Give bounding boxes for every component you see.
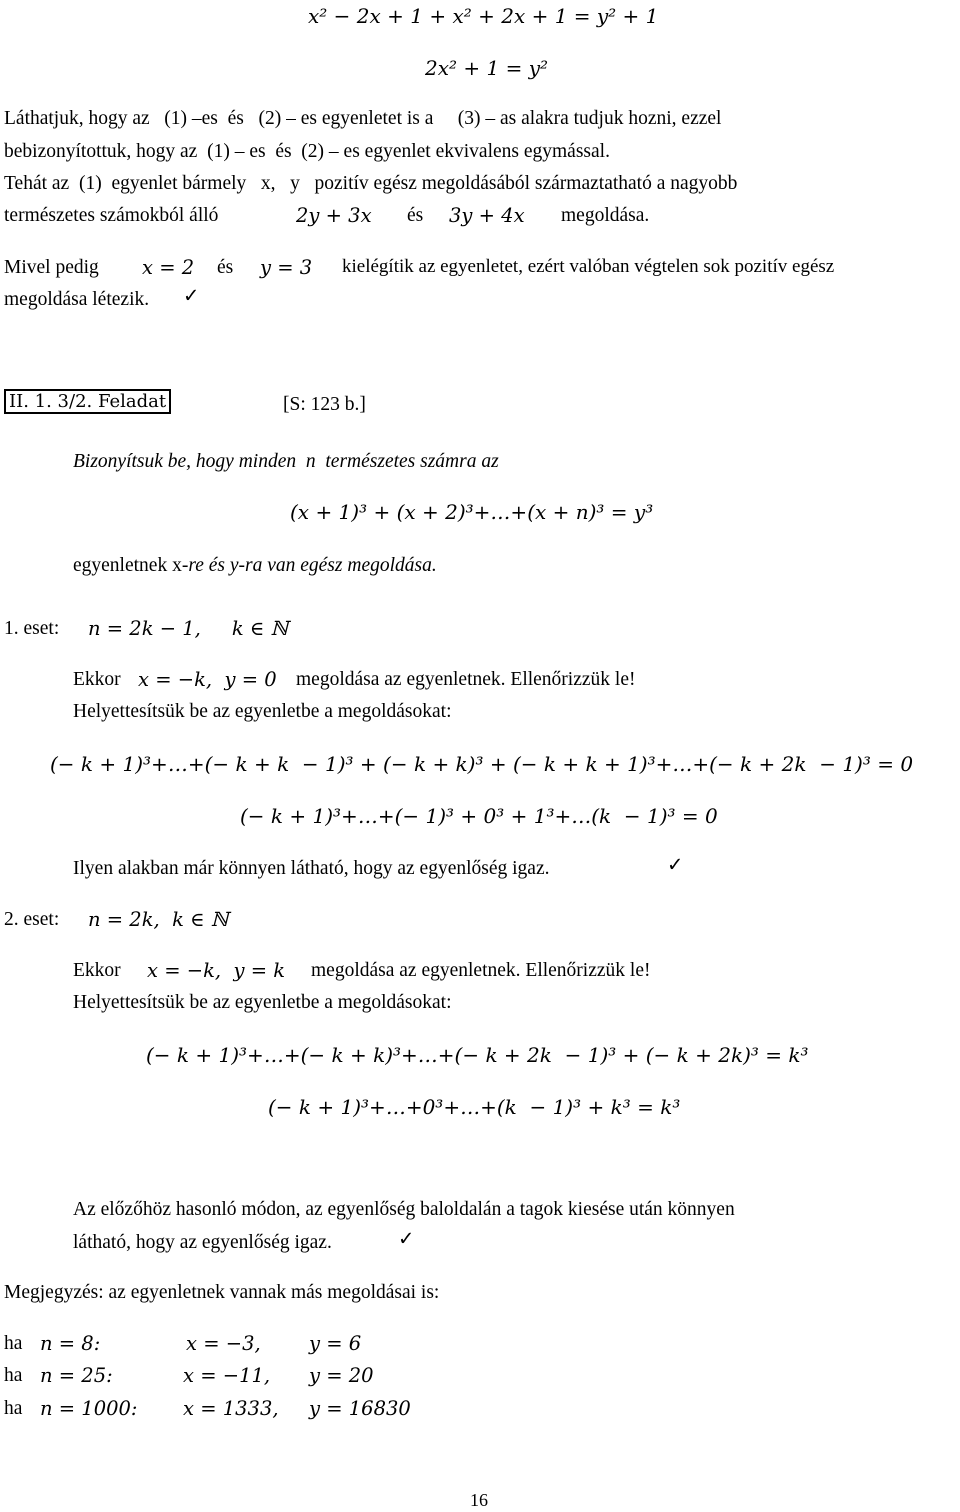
task-label-box: II. 1. 3/2. Feladat xyxy=(4,389,171,414)
paragraph-text: és xyxy=(217,257,234,278)
paragraph-line: Láthatjuk, hogy az (1) –es és (2) – es egyenletet is a (3) – as alakra tudjuk hozni, ezzel xyxy=(4,108,722,129)
check-mark-icon: ✓ xyxy=(183,284,200,307)
paragraph-line: Tehát az (1) egyenlet bármely x, y pozitív egész megoldásából származtatható a nagyobb xyxy=(4,173,738,194)
paragraph-text: megoldása az egyenletnek. Ellenőrizzük le! xyxy=(311,960,651,981)
task-reference: [S: 123 b.] xyxy=(283,394,366,415)
note-row-x: x = 1333, xyxy=(183,1397,279,1420)
math-expression: x = −k, y = 0 xyxy=(138,668,277,691)
note-row-n: n = 25: xyxy=(40,1364,113,1387)
note-row-y: y = 20 xyxy=(309,1364,374,1387)
math-expression: y = 3 xyxy=(260,256,313,279)
case-2-equation-2: (− k + 1)³+…+0³+…+(k − 1)³ + k³ = k³ xyxy=(268,1095,681,1119)
paragraph-line: bebizonyítottuk, hogy az (1) – es és (2) – es egyenlet ekvivalens egymással. xyxy=(4,141,610,162)
paragraph-text: megoldása létezik. xyxy=(4,289,150,310)
note-title: Megjegyzés: az egyenletnek vannak más megoldásai is: xyxy=(4,1282,440,1303)
case-2-conclusion-line: látható, hogy az egyenlőség igaz. xyxy=(73,1232,332,1253)
note-row-n: n = 1000: xyxy=(40,1397,138,1420)
check-mark-icon: ✓ xyxy=(667,853,684,876)
note-row-ha: ha xyxy=(4,1398,23,1419)
note-row-ha: ha xyxy=(4,1333,23,1354)
paragraph-text: kielégítik az egyenletet, ezért valóban végtelen sok pozitív egész xyxy=(342,256,835,277)
paragraph-text: Ekkor xyxy=(73,669,121,690)
math-expression: 3y + 4x xyxy=(449,204,525,227)
paragraph-text: megoldása az egyenletnek. Ellenőrizzük le! xyxy=(296,669,636,690)
case-2-conclusion-line: Az előzőhöz hasonló módon, az egyenlőség baloldalán a tagok kiesése után könnyen xyxy=(73,1199,735,1220)
note-row-y: y = 6 xyxy=(309,1332,362,1355)
note-row-n: n = 8: xyxy=(40,1332,101,1355)
task-tail-italic: -re és y-ra van egész megoldása. xyxy=(181,555,437,576)
case-1-condition: n = 2k − 1, k ∈ ℕ xyxy=(88,617,289,640)
paragraph-line: természetes számokból álló xyxy=(4,205,219,226)
math-expression: 2y + 3x xyxy=(296,204,372,227)
task-label xyxy=(4,391,171,413)
equation-top-2: 2x² + 1 = y² xyxy=(425,56,549,80)
note-row-x: x = −3, xyxy=(186,1332,261,1355)
check-mark-icon: ✓ xyxy=(398,1227,415,1250)
paragraph-line: Helyettesítsük be az egyenletbe a megoldásokat: xyxy=(73,701,452,722)
case-2-condition: n = 2k, k ∈ ℕ xyxy=(88,908,229,931)
paragraph-text: és xyxy=(407,205,424,226)
task-tail-normal: egyenletnek x xyxy=(73,555,182,576)
case-1-equation-1: (− k + 1)³+…+(− k + k − 1)³ + (− k + k)³ + (− k + k + 1)³+…+(− k + 2k − 1)³ = 0 xyxy=(50,752,914,776)
note-row-y: y = 16830 xyxy=(309,1397,411,1420)
page-number: 16 xyxy=(470,1490,488,1510)
case-1-conclusion: Ilyen alakban már könnyen látható, hogy az egyenlőség igaz. xyxy=(73,858,550,879)
paragraph-text: Ekkor xyxy=(73,960,121,981)
case-1-equation-2: (− k + 1)³+…+(− 1)³ + 0³ + 1³+…(k − 1)³ = 0 xyxy=(240,804,718,828)
paragraph-text: Mivel pedig xyxy=(4,257,99,278)
equation-top-1: x² − 2x + 1 + x² + 2x + 1 = y² + 1 xyxy=(308,4,659,28)
note-row-ha: ha xyxy=(4,1365,23,1386)
case-2-equation-1: (− k + 1)³+…+(− k + k)³+…+(− k + 2k − 1)³ + (− k + 2k)³ = k³ xyxy=(146,1043,809,1067)
task-statement: Bizonyítsuk be, hogy minden n természetes számra az xyxy=(73,451,499,472)
case-2-label: 2. eset: xyxy=(4,909,60,930)
task-equation: (x + 1)³ + (x + 2)³+…+(x + n)³ = y³ xyxy=(290,500,654,524)
paragraph-text: megoldása. xyxy=(561,205,650,226)
task-tail xyxy=(73,554,437,577)
math-expression: x = −k, y = k xyxy=(147,959,286,982)
paragraph-line: Helyettesítsük be az egyenletbe a megoldásokat: xyxy=(73,992,452,1013)
note-row-x: x = −11, xyxy=(183,1364,271,1387)
case-1-label: 1. eset: xyxy=(4,618,60,639)
math-expression: x = 2 xyxy=(142,256,195,279)
